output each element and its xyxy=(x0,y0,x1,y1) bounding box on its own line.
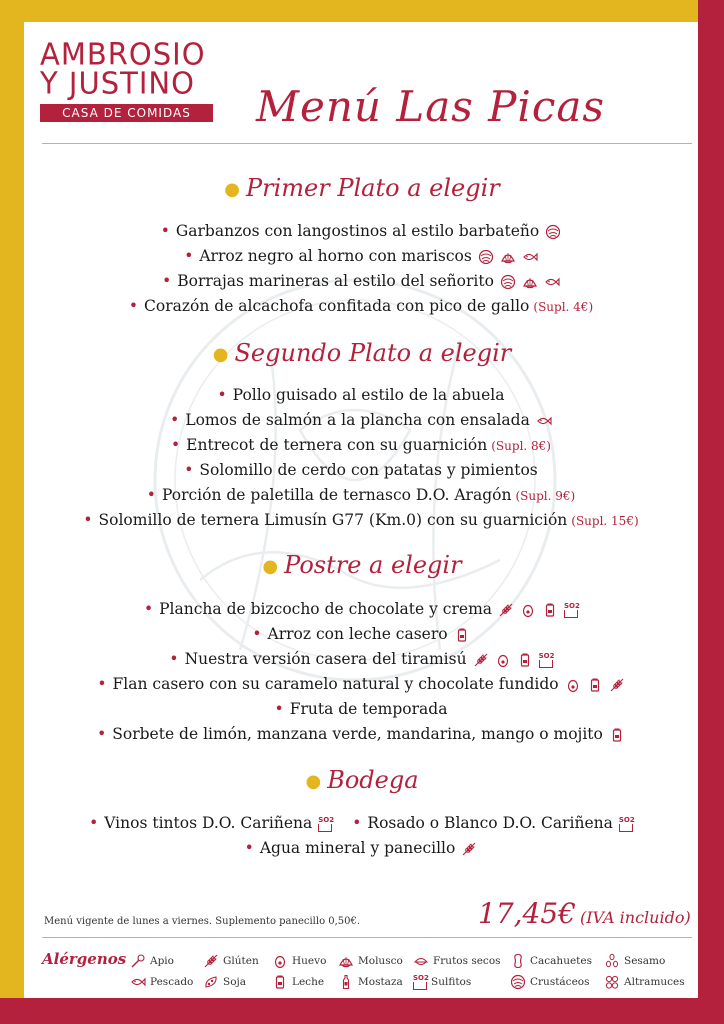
supplement-price: (Supl. 8€) xyxy=(491,439,551,453)
brand-logo xyxy=(40,36,215,122)
fish-icon xyxy=(130,974,146,990)
footnote: Menú vigente de lunes a viernes. Suplemento panecillo 0,50€. xyxy=(44,916,361,927)
allergen-item: Apio xyxy=(130,953,174,969)
peanut-icon xyxy=(510,953,526,969)
supplement-price: (Supl. 9€) xyxy=(515,489,576,503)
frame-top-gold xyxy=(0,0,698,22)
supplement-price: (Supl. 15€) xyxy=(571,514,639,528)
mustard-icon xyxy=(338,974,354,990)
crustacean-icon xyxy=(510,974,526,990)
frame-bottom-red xyxy=(0,998,724,1024)
egg-icon xyxy=(495,652,511,668)
allergen-item: Pescado xyxy=(130,974,193,990)
wheat-icon xyxy=(461,841,477,857)
fish-icon xyxy=(544,274,560,290)
shell-icon xyxy=(522,274,538,290)
sulfite-icon: SO2 xyxy=(619,817,633,832)
milk-icon xyxy=(454,627,470,643)
footer-divider xyxy=(42,937,692,938)
menu-item: • Garbanzos con langostinos al estilo barbateño xyxy=(24,220,698,242)
section-title-segundo: ● Segundo Plato a elegir xyxy=(212,339,512,367)
menu-item: • Corazón de alcachofa confitada con pico de gallo (Supl. 4€) xyxy=(128,297,594,315)
menu-item: • Solomillo de cerdo con patatas y pimientos xyxy=(184,461,538,479)
wheat-icon xyxy=(609,677,625,693)
price-amount: 17,45€ xyxy=(478,897,576,930)
menu-item: • Fruta de temporada xyxy=(274,700,448,718)
menu-item: • Borrajas marineras al estilo del señorito xyxy=(24,270,698,292)
egg-icon xyxy=(520,602,536,618)
header-divider xyxy=(42,143,692,144)
supplement-price: (Supl. 4€) xyxy=(533,300,594,314)
allergen-item: Glúten xyxy=(203,953,259,969)
milk-icon xyxy=(542,602,558,618)
menu-item: • Pollo guisado al estilo de la abuela xyxy=(217,386,505,404)
egg-icon xyxy=(272,953,288,969)
allergen-item: Huevo xyxy=(272,953,326,969)
gold-dot-icon: ● xyxy=(212,344,229,365)
section-title-bodega: ● Bodega xyxy=(305,766,419,794)
menu-item: • Arroz negro al horno con mariscos xyxy=(24,245,698,267)
menu-item: • Plancha de bizcocho de chocolate y crema SO2 xyxy=(143,600,580,618)
menu-item: • Porción de paletilla de ternasco D.O. Aragón (Supl. 9€) xyxy=(146,486,576,504)
gold-dot-icon: ● xyxy=(262,556,279,577)
menu-item: • Agua mineral y panecillo xyxy=(24,837,698,859)
fish-icon xyxy=(522,249,538,265)
allergen-item: Leche xyxy=(272,974,324,990)
allergen-item: Mostaza xyxy=(338,974,403,990)
gold-dot-icon: ● xyxy=(305,771,322,792)
sulfite-icon: SO2 xyxy=(564,603,578,618)
milk-icon xyxy=(587,677,603,693)
crustacean-icon xyxy=(545,224,561,240)
shell-icon xyxy=(500,249,516,265)
allergens-title: Alérgenos xyxy=(42,950,127,968)
wheat-icon xyxy=(203,953,219,969)
allergen-item: Sesamo xyxy=(604,953,665,969)
soy-icon xyxy=(203,974,219,990)
price xyxy=(478,897,691,930)
sesame-icon xyxy=(604,953,620,969)
menu-title: Menú Las Picas xyxy=(256,82,605,131)
sulfite-icon: SO2 xyxy=(413,975,427,990)
milk-icon xyxy=(609,727,625,743)
allergen-item: Crustáceos xyxy=(510,974,590,990)
brand-tagline: CASA DE COMIDAS xyxy=(40,104,213,122)
frame-left-gold xyxy=(0,0,24,1024)
wheat-icon xyxy=(473,652,489,668)
menu-item: • Solomillo de ternera Limusín G77 (Km.0) con su guarnición (Supl. 15€) xyxy=(83,511,639,529)
brand-line-1: AMBROSIO xyxy=(40,36,206,72)
menu-item: • Nuestra versión casera del tiramisú SO2 xyxy=(169,650,555,668)
sulfite-icon: SO2 xyxy=(539,653,553,668)
menu-item: • Lomos de salmón a la plancha con ensalada xyxy=(24,409,698,431)
allergen-item: Altramuces xyxy=(604,974,685,990)
menu-item: • Vinos tintos D.O. Cariñena SO2 • Rosado o Blanco D.O. Cariñena SO2 xyxy=(89,814,635,832)
milk-icon xyxy=(272,974,288,990)
brand-line-2: Y JUSTINO xyxy=(40,65,195,101)
fish-icon xyxy=(536,413,552,429)
crustacean-icon xyxy=(478,249,494,265)
frame-right-red xyxy=(698,0,724,1024)
allergen-item: Molusco xyxy=(338,953,403,969)
allergen-item: Soja xyxy=(203,974,246,990)
milk-icon xyxy=(517,652,533,668)
menu-item: • Flan casero con su caramelo natural y chocolate fundido xyxy=(24,673,698,695)
allergen-item: Frutos secos xyxy=(413,953,501,969)
nut-icon xyxy=(413,953,429,969)
allergen-item: Cacahuetes xyxy=(510,953,592,969)
crustacean-icon xyxy=(500,274,516,290)
section-title-primer: ● Primer Plato a elegir xyxy=(224,174,500,202)
wheat-icon xyxy=(498,602,514,618)
egg-icon xyxy=(565,677,581,693)
menu-item: • Arroz con leche casero xyxy=(24,623,698,645)
celery-icon xyxy=(130,953,146,969)
gold-dot-icon: ● xyxy=(224,179,240,200)
menu-item: • Sorbete de limón, manzana verde, mandarina, mango o mojito xyxy=(24,723,698,745)
lupin-icon xyxy=(604,974,620,990)
menu-item: • Entrecot de ternera con su guarnición (Supl. 8€) xyxy=(171,436,551,454)
price-note: (IVA incluido) xyxy=(579,908,691,927)
allergen-item: SO2 Sulfitos xyxy=(413,973,472,988)
section-title-postre: ● Postre a elegir xyxy=(262,551,462,579)
shell-icon xyxy=(338,953,354,969)
sulfite-icon: SO2 xyxy=(318,817,332,832)
